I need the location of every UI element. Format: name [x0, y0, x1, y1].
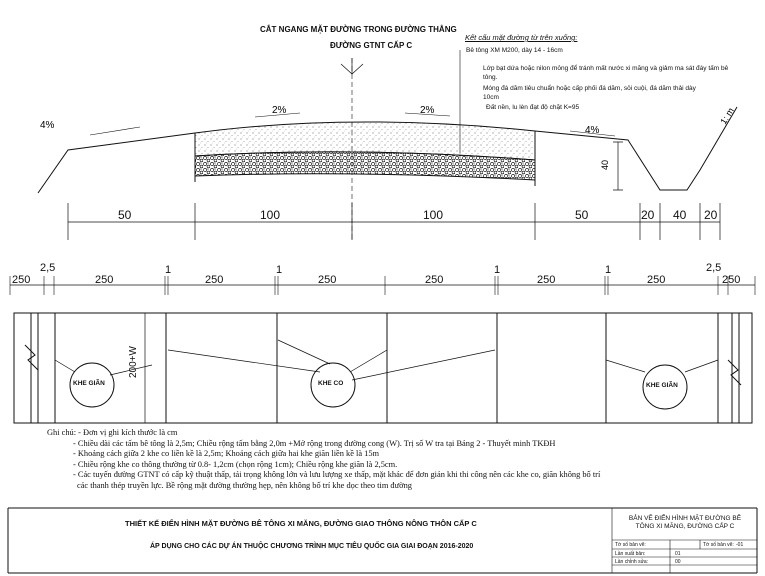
side-slope-ratio: 1: m: [718, 105, 736, 127]
slope-left-lane: 2%: [272, 105, 287, 116]
note-line-5: - Các tuyến đường GTNT có cấp kỹ thuật thấp, tải trọng không lớn và lưu lượng xe thấp, mặt khác để đơn giản khi thi công nên các khe co, giãn không bố trí: [73, 470, 601, 480]
legend-heading: Kết cấu mặt đường từ trên xuống:: [465, 33, 578, 42]
note-line-2: - Chiều dài các tấm bê tông là 2,5m; Chiều rộng tấm bằng 2,0m +Mở rộng trong đường cong (W). Trị số W tra tại Bảng 2 - Thuyết minh TKĐH: [73, 438, 556, 448]
notes-heading: Ghi chú: - Đơn vị ghi kích thước là cm: [47, 428, 178, 437]
sheet-no-label: Tờ số bản vẽ:: [615, 542, 646, 548]
edition-value: 01: [675, 551, 681, 557]
footer-box-title: BẢN VẼ ĐIỂN HÌNH MẶT ĐƯỜNG BÊ TÔNG XI MĂNG, ĐƯỜNG CẤP C: [628, 515, 742, 530]
plan-dim-1: 2,5: [40, 262, 56, 274]
ditch-depth: 40: [600, 159, 610, 170]
dim-20-a: 20: [641, 208, 655, 222]
note-line-3: - Khoảng cách giữa 2 khe co liền kề là 2,5m; Khoảng cách giữa hai khe giãn liền kề là 15m: [73, 449, 380, 459]
slope-right-shoulder: 4%: [585, 125, 600, 136]
section-subtitle: ĐƯỜNG GTNT CẤP C: [330, 41, 413, 50]
plan-dim-0: 250: [12, 274, 31, 286]
slope-right-lane: 2%: [420, 105, 435, 116]
plan-dim-7: 250: [425, 274, 444, 286]
sheet-no-value: -01: [736, 542, 744, 548]
plan-dim-8: 1: [494, 264, 501, 276]
section-title: CẮT NGANG MẶT ĐƯỜNG TRONG ĐƯỜNG THẲNG: [260, 25, 457, 34]
dim-20-b: 20: [704, 208, 718, 222]
legend-item-2: Lớp bạt dứa hoặc nilon mỏng để tránh mất nước xi măng và giảm ma sát đáy tấm bê tông.: [483, 65, 729, 81]
note-line-6: các thanh thép truyền lực. Bề rộng mặt đường thường hẹp, nên không bố trí khe dọc theo tim đường: [77, 480, 412, 490]
note-line-1: - Đơn vị ghi kích thước là cm: [78, 428, 178, 437]
dim-40: 40: [673, 208, 687, 222]
plan-dim-2: 250: [95, 274, 114, 286]
sheet-no-label-2: Tờ số bản vẽ:: [703, 542, 734, 548]
label-joint-center: KHE CO: [318, 380, 344, 387]
gravel-base: [195, 152, 535, 180]
plan-dim-10: 1: [605, 264, 612, 276]
note-line-4: - Chiều rộng khe co thông thường từ 0.8- 1,2cm (chọn rộng 1cm); Chiều rộng khe giãn là 2,5cm.: [73, 459, 398, 469]
plan-dim-13: 250: [722, 274, 741, 286]
dim-50-right: 50: [575, 208, 589, 222]
plan-dim-12: 2,5: [706, 262, 722, 274]
plan-dim-11: 250: [647, 274, 666, 286]
slope-left-shoulder: 4%: [40, 120, 55, 131]
revision-value: 00: [675, 559, 681, 565]
legend-item-3: Móng đá dăm tiêu chuẩn hoặc cấp phối đá dăm, sỏi cuội, đá dăm thải dày 10cm: [483, 85, 696, 101]
edition-label: Lần xuất bản:: [615, 551, 646, 557]
notes-block: [47, 428, 617, 492]
left-shoulder-line: [38, 133, 195, 193]
cross-dimensions: [68, 203, 720, 240]
label-joint-right: KHE GIÃN: [646, 382, 678, 389]
right-shoulder-ditch: [535, 107, 737, 190]
footer-title-1: THIẾT KẾ ĐIỂN HÌNH MẶT ĐƯỜNG BÊ TÔNG XI MĂNG, ĐƯỜNG GIAO THÔNG NÔNG THÔN CẤP C: [125, 519, 477, 528]
legend-item-4: Đất nền, lu lèn đạt độ chặt K=95: [486, 104, 580, 111]
dim-50-left: 50: [118, 208, 132, 222]
dim-100-right: 100: [423, 208, 444, 222]
footer-title-2: ÁP DỤNG CHO CÁC DỰ ÁN THUỘC CHƯƠNG TRÌNH MỤC TIÊU QUỐC GIA GIAI ĐOẠN 2016-2020: [150, 543, 474, 550]
legend-item-1: Bê tông XM M200, dày 14 - 16cm: [466, 47, 563, 54]
plan-dim-6: 250: [318, 274, 337, 286]
plan-dim-9: 250: [537, 274, 556, 286]
label-joint-left: KHE GIÃN: [73, 380, 105, 387]
plan-dim-4: 250: [205, 274, 224, 286]
plan-width-label: 200+W: [128, 346, 139, 378]
plan-view: [10, 276, 755, 423]
plan-dim-3: 1: [165, 264, 172, 276]
dim-100-left: 100: [260, 208, 281, 222]
revision-label: Lần chỉnh sửa:: [615, 559, 649, 565]
plan-dim-5: 1: [276, 264, 283, 276]
